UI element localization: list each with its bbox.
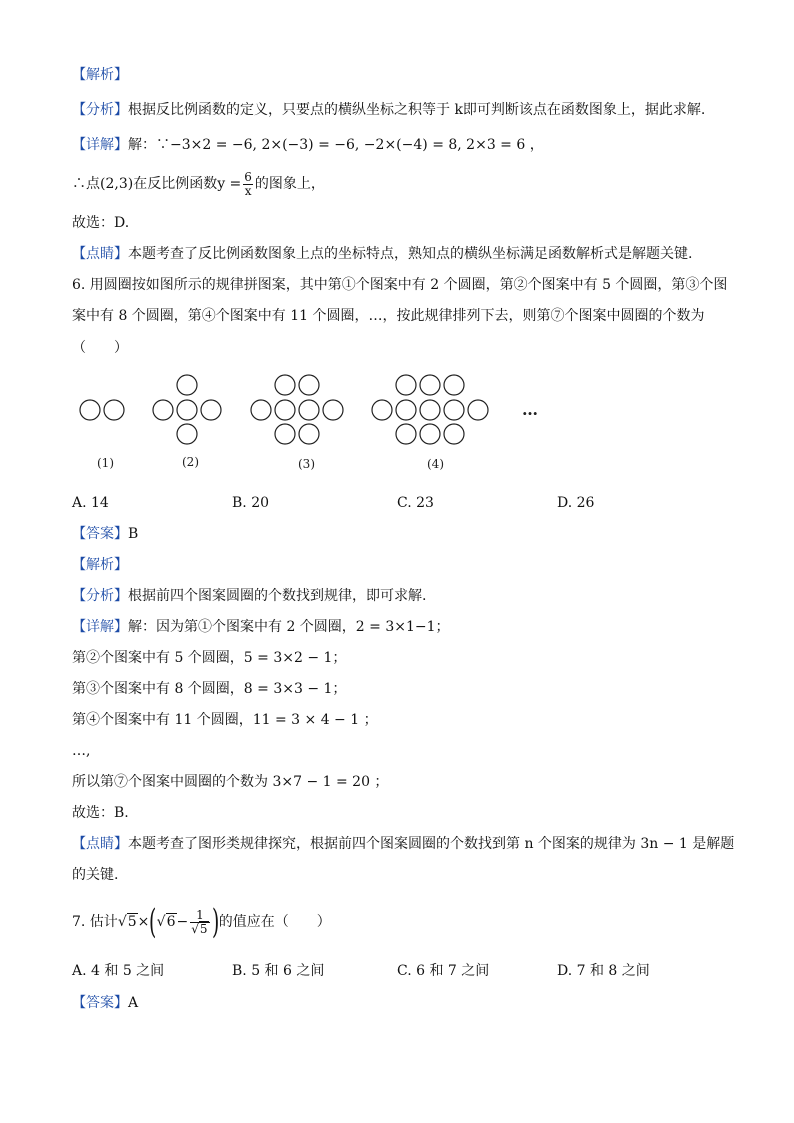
q6-line-2: 案中有 8 个圆圈，第④个图案中有 11 个圆圈，…，按此规律排列下去，则第⑦个图案中圆圈的个数为 bbox=[72, 308, 705, 324]
caption-3: (3) bbox=[298, 457, 315, 471]
tag-fenxi: 【分析】 bbox=[72, 102, 128, 118]
section-analysis-heading bbox=[72, 66, 128, 84]
circle bbox=[396, 424, 416, 444]
pattern-2 bbox=[153, 375, 221, 444]
q6-choice: 故选：B. bbox=[72, 805, 129, 821]
pattern-3 bbox=[251, 375, 343, 444]
circle bbox=[177, 375, 197, 395]
tag-dianjing: 【点睛】 bbox=[72, 246, 128, 262]
circle bbox=[444, 400, 464, 420]
circle bbox=[177, 400, 197, 420]
comment-text: 本题考查了图形类规律探究，根据前四个图案圆圈的个数找到第 n 个图案的规律为 3n − 1 是解题 bbox=[128, 836, 735, 852]
circle bbox=[420, 375, 440, 395]
q6-step-2: 第②个图案中有 5 个圆圈，5 = 3×2 − 1； bbox=[72, 650, 347, 666]
q6-option-d: D. 26 bbox=[557, 495, 595, 511]
circle bbox=[444, 424, 464, 444]
q7-stem bbox=[72, 902, 331, 942]
radicand: 5 bbox=[199, 921, 208, 936]
choice-line: 故选：D. bbox=[72, 215, 130, 231]
fraction-1-over-sqrt5 bbox=[190, 909, 209, 936]
right-paren: ) bbox=[211, 902, 219, 942]
circle bbox=[396, 375, 416, 395]
circle bbox=[299, 375, 319, 395]
circle bbox=[104, 400, 124, 420]
circle bbox=[201, 400, 221, 420]
q7-option-b: B. 5 和 6 之间 bbox=[232, 963, 325, 979]
fraction-numerator: 6 bbox=[244, 169, 252, 184]
caption-2: (2) bbox=[182, 455, 199, 469]
q7-option-a: A. 4 和 5 之间 bbox=[72, 963, 165, 979]
circle bbox=[177, 424, 197, 444]
radicand: 6 bbox=[166, 914, 176, 930]
detail-text: 解：∵−3×2 = −6, 2×(−3) = −6, −2×(−4) = 8, 2×3 = 6 ， bbox=[128, 137, 544, 153]
fraction-denominator: x bbox=[244, 183, 252, 198]
pattern-1 bbox=[80, 400, 124, 420]
tag-dianjing: 【点睛】 bbox=[72, 836, 128, 852]
q6-analysis-heading bbox=[72, 556, 128, 574]
circle bbox=[468, 400, 488, 420]
detail-text: 解：因为第①个图案中有 2 个圆圈，2 = 3×1−1； bbox=[128, 619, 450, 635]
analysis-line bbox=[72, 101, 705, 119]
analysis-text: 根据反比例函数的定义，只要点的横纵坐标之积等于 k即可判断该点在函数图象上，据此求解. bbox=[128, 102, 706, 118]
q7-suffix: 的值应在（ ） bbox=[218, 914, 331, 930]
radicand: 5 bbox=[127, 914, 137, 930]
detail-line bbox=[72, 136, 544, 154]
conclusion-line bbox=[72, 168, 325, 200]
circle bbox=[444, 375, 464, 395]
q6-step-5: …, bbox=[72, 743, 91, 759]
q6-step-3: 第③个图案中有 8 个圆圈，8 = 3×3 − 1； bbox=[72, 681, 347, 697]
conclusion-prefix: ∴点(2,3)在反比例函数y = bbox=[72, 176, 242, 192]
q7-answer bbox=[72, 994, 138, 1012]
caption-1: (1) bbox=[97, 456, 114, 470]
circle bbox=[420, 400, 440, 420]
tag-daan: 【答案】 bbox=[72, 526, 128, 542]
circle bbox=[80, 400, 100, 420]
q6-answer bbox=[72, 525, 138, 543]
q6-line-1: 6. 用圆圈按如图所示的规律拼图案，其中第①个图案中有 2 个圆圈，第②个图案中有 5 个圆圈，第③个图 bbox=[72, 277, 728, 293]
circle-pattern-figure bbox=[0, 368, 794, 488]
tag-xiangjie: 【详解】 bbox=[72, 137, 128, 153]
q7-option-c: C. 6 和 7 之间 bbox=[397, 963, 490, 979]
times-sign: × bbox=[137, 914, 150, 930]
q6-step-4: 第④个图案中有 11 个圆圈，11 = 3 × 4 − 1 ； bbox=[72, 712, 378, 728]
circle bbox=[299, 424, 319, 444]
answer-value: B bbox=[128, 526, 139, 542]
tag-jiexi: 【解析】 bbox=[72, 557, 128, 573]
tag-fenxi: 【分析】 bbox=[72, 588, 128, 604]
minus-sign: − bbox=[176, 914, 189, 930]
q6-comment-2: 的关键. bbox=[72, 867, 119, 883]
tag-jiexi: 【解析】 bbox=[72, 67, 128, 83]
q6-line-3: （ ） bbox=[72, 340, 128, 356]
q6-fenxi bbox=[72, 587, 426, 605]
fraction-6-over-x bbox=[243, 171, 253, 198]
comment-line bbox=[72, 245, 692, 263]
q6-option-c: C. 23 bbox=[397, 495, 434, 511]
tag-xiangjie: 【详解】 bbox=[72, 619, 128, 635]
circle bbox=[372, 400, 392, 420]
caption-4: (4) bbox=[427, 457, 444, 471]
circle bbox=[396, 400, 416, 420]
circle bbox=[251, 400, 271, 420]
circle bbox=[275, 424, 295, 444]
pattern-4 bbox=[372, 375, 488, 444]
q6-step-6: 所以第⑦个图案中圆圈的个数为 3×7 − 1 = 20 ； bbox=[72, 774, 389, 790]
figure-ellipsis: … bbox=[522, 400, 538, 419]
conclusion-suffix: 的图象上， bbox=[254, 176, 325, 192]
fenxi-text: 根据前四个图案圆圈的个数找到规律，即可求解. bbox=[128, 588, 427, 604]
q6-option-b: B. 20 bbox=[232, 495, 270, 511]
answer-value: A bbox=[128, 995, 139, 1011]
sqrt-6: √6 bbox=[156, 914, 176, 930]
left-paren: ( bbox=[149, 902, 157, 942]
circle bbox=[323, 400, 343, 420]
circle bbox=[153, 400, 173, 420]
q7-option-d: D. 7 和 8 之间 bbox=[557, 963, 650, 979]
sqrt-5: √5 bbox=[117, 914, 137, 930]
tag-daan: 【答案】 bbox=[72, 995, 128, 1011]
comment-text: 本题考查了反比例函数图象上点的坐标特点，熟知点的横纵坐标满足函数解析式是解题关键. bbox=[128, 246, 693, 262]
fraction-denominator: √5 bbox=[191, 921, 208, 936]
q6-detail bbox=[72, 618, 450, 636]
circle bbox=[275, 400, 295, 420]
fraction-numerator: 1 bbox=[190, 909, 209, 923]
q7-prefix: 7. 估计 bbox=[72, 914, 118, 930]
q6-comment bbox=[72, 835, 734, 853]
circle bbox=[420, 424, 440, 444]
circle bbox=[299, 400, 319, 420]
circle bbox=[275, 375, 295, 395]
q6-option-a: A. 14 bbox=[72, 495, 109, 511]
